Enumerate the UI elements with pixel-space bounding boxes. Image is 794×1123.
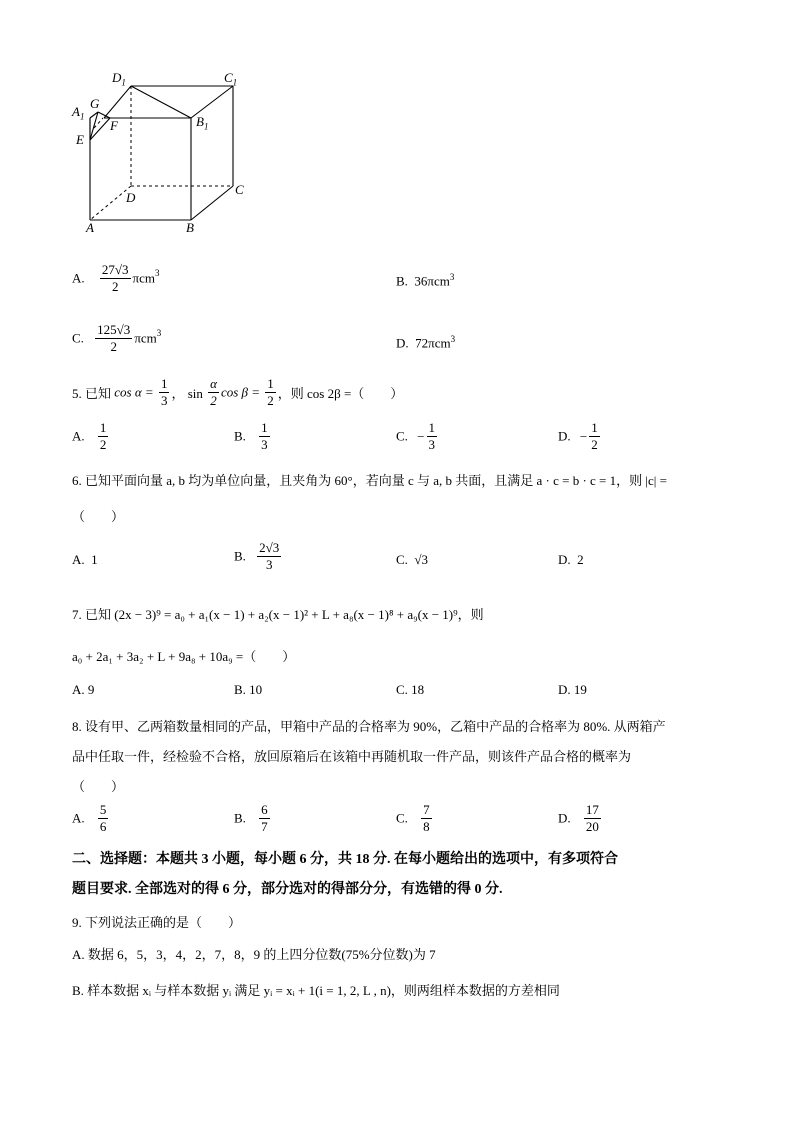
section2-heading-line1: 二、选择题：本题共 3 小题，每小题 6 分，共 18 分. 在每小题给出的选项中，有多项符合 [72,852,618,867]
label-c1: $C_1$ [224,70,238,88]
q8-option-b: B. $\frac{6}{7}$ [234,802,268,834]
label-c: C [235,182,244,197]
q9-option-a: A. 数据 6，5，3，4，2，7，8，9 的上四分位数(75%分位数)为 7 [72,947,436,962]
q6-stem-line2: （ ） [72,509,125,524]
cube-figure [70,68,260,238]
section2-heading-line2: 题目要求. 全部选对的得 6 分，部分选对的得部分分，有选错的得 0 分. [72,882,503,897]
q8-option-c: C. $\frac{7}{8}$ [396,802,430,834]
label-d: D [126,190,136,205]
q6-option-a: A. 1 [72,552,98,567]
q5-stem: 5. 已知 cos α = $\frac{1}{3}$ ， sin $\frac{\alpha}{2}$ cos β = $\frac{1}{2}$ ，则 cos 2β =（ ） [72,376,404,408]
q6-option-c: C. √3 [396,552,429,567]
q7-option-a: A. 9 [72,682,95,697]
label-b1: $B_1$ [196,114,209,132]
q4-option-a: A. $\frac{27√3}{2}$ πcm$^3$ [72,262,160,294]
label-b: B [186,220,194,235]
q7-stem-line2: a₀ + 2a₁ + 3a₂ + L + 9a₈ + 10a₉ =（ ） [72,649,296,664]
q5-option-b: B. $\frac{1}{3}$ [234,420,268,452]
q6-option-d: D. 2 [558,552,584,567]
q8-stem-line1: 8. 设有甲、乙两箱数量相同的产品，甲箱中产品的合格率为 90%，乙箱中产品的合格率为 80%. 从两箱产 [72,719,666,734]
q5-option-a: A. $\frac{1}{2}$ [72,420,107,452]
q6-option-b: B. $\frac{2√3}{3}$ [234,540,280,572]
label-a1: $A_1$ [72,104,85,122]
label-a: A [86,220,94,235]
q4-option-c: C. $\frac{125√3}{2}$ πcm$^3$ [72,322,162,354]
q6-stem-line1: 6. 已知平面向量 a, b 均为单位向量，且夹角为 60°，若向量 c 与 a, b 共面，且满足 a · c = b · c = 1，则 |c| = [72,473,667,488]
q7-option-d: D. 19 [558,682,587,697]
q5-option-c: C. − $\frac{1}{3}$ [396,420,436,452]
q4-option-b: B. 36πcm$^3$ [396,272,455,289]
label-d1: $D_1$ [112,70,126,88]
label-g: G [90,96,100,111]
q7-stem-line1: 7. 已知 (2x − 3)⁹ = a₀ + a₁(x − 1) + a₂(x − 1)² + L + a₈(x − 1)⁸ + a₉(x − 1)⁹，则 [72,607,484,622]
q7-option-c: C. 18 [396,682,425,697]
label-e: E [76,132,84,147]
q8-option-d: D. $\frac{17}{20}$ [558,802,599,834]
q9-option-b: B. 样本数据 xᵢ 与样本数据 yᵢ 满足 yᵢ = xᵢ + 1(i = 1, 2, L , n)，则两组样本数据的方差相同 [72,983,560,998]
q4-option-d: D. 72πcm$^3$ [396,334,456,351]
q9-stem: 9. 下列说法正确的是（ ） [72,915,242,930]
q5-option-d: D. − $\frac{1}{2}$ [558,420,598,452]
q8-option-a: A. $\frac{5}{6}$ [72,802,107,834]
label-f: F [110,118,118,133]
q7-option-b: B. 10 [234,682,263,697]
q8-stem-line2: 品中任取一件，经检验不合格，放回原箱后在该箱中再随机取一件产品，则该件产品合格的概率为 [72,749,632,764]
q8-stem-line3: （ ） [72,779,125,794]
